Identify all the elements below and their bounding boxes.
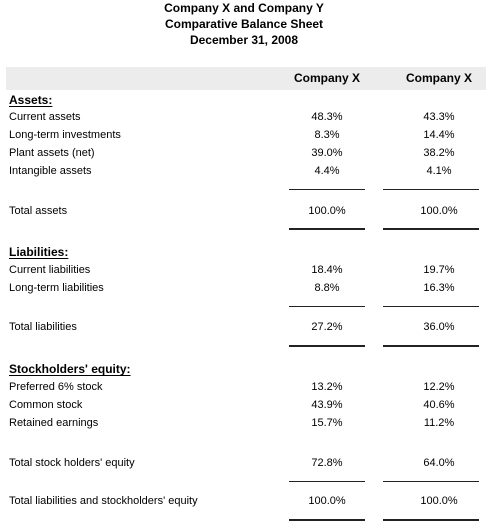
row-label: Total liabilities and stockholders' equity [9, 495, 198, 507]
table-row [0, 264, 488, 280]
row-label: Long-term investments [9, 129, 121, 141]
value-company-x: 72.8% [311, 457, 343, 469]
value-company-y: 38.2% [423, 147, 455, 159]
value-company-y: 12.2% [423, 381, 455, 393]
total-rule [383, 228, 479, 230]
total-row [0, 205, 488, 221]
table-row [0, 417, 488, 433]
subtotal-rule [289, 189, 365, 190]
table-row [0, 129, 488, 145]
report-title-date: December 31, 2008 [189, 33, 299, 47]
column-header-company-y: Company X [405, 71, 472, 85]
table-row [0, 381, 488, 397]
row-label: Retained earnings [9, 417, 99, 429]
row-label: Plant assets (net) [9, 147, 95, 159]
value-company-x: 43.9% [311, 399, 343, 411]
value-company-y: 14.4% [423, 129, 455, 141]
value-company-y: 40.6% [423, 399, 455, 411]
value-company-y: 19.7% [423, 264, 455, 276]
total-rule [289, 345, 365, 347]
total-row [0, 457, 488, 473]
report-title-company: Company X and Company Y [164, 1, 324, 15]
grand-total-row [0, 495, 488, 511]
table-row [0, 165, 488, 181]
value-company-y: 100.0% [420, 205, 458, 217]
section-heading-liabilities: Liabilities: [9, 245, 69, 259]
subtotal-rule [383, 306, 479, 307]
row-label: Intangible assets [9, 165, 92, 177]
row-label: Total stock holders' equity [9, 457, 135, 469]
row-label: Current assets [9, 111, 81, 123]
subtotal-rule [289, 306, 365, 307]
value-company-x: 8.3% [314, 129, 340, 141]
row-label: Common stock [9, 399, 83, 411]
value-company-y: 16.3% [423, 282, 455, 294]
table-row [0, 282, 488, 298]
section-heading-assets: Assets: [9, 93, 53, 107]
value-company-x: 13.2% [311, 381, 343, 393]
value-company-y: 4.1% [426, 165, 452, 177]
total-rule [289, 228, 365, 230]
subtotal-rule [383, 189, 479, 190]
value-company-y: 11.2% [423, 417, 455, 429]
total-rule [289, 519, 365, 521]
section-heading-equity: Stockholders' equity: [9, 362, 131, 376]
row-label: Total assets [9, 205, 68, 217]
row-label: Preferred 6% stock [9, 381, 103, 393]
value-company-x: 100.0% [308, 495, 346, 507]
value-company-x: 8.8% [314, 282, 340, 294]
value-company-y: 36.0% [423, 321, 455, 333]
value-company-y: 43.3% [423, 111, 455, 123]
value-company-x: 15.7% [311, 417, 343, 429]
value-company-x: 18.4% [311, 264, 343, 276]
value-company-x: 27.2% [311, 321, 343, 333]
row-label: Total liabilities [9, 321, 77, 333]
subtotal-rule [289, 481, 365, 482]
total-row [0, 321, 488, 337]
row-label: Long-term liabilities [9, 282, 104, 294]
value-company-y: 100.0% [420, 495, 458, 507]
value-company-y: 64.0% [423, 457, 455, 469]
row-label: Current liabilities [9, 264, 91, 276]
report-title-statement: Comparative Balance Sheet [164, 17, 324, 31]
subtotal-rule [383, 481, 479, 482]
value-company-x: 48.3% [311, 111, 343, 123]
table-row [0, 147, 488, 163]
total-rule [383, 345, 479, 347]
table-row [0, 111, 488, 127]
column-header-company-x: Company X [293, 71, 360, 85]
table-row [0, 399, 488, 415]
total-rule [383, 519, 479, 521]
value-company-x: 4.4% [314, 165, 340, 177]
value-company-x: 39.0% [311, 147, 343, 159]
value-company-x: 100.0% [308, 205, 346, 217]
